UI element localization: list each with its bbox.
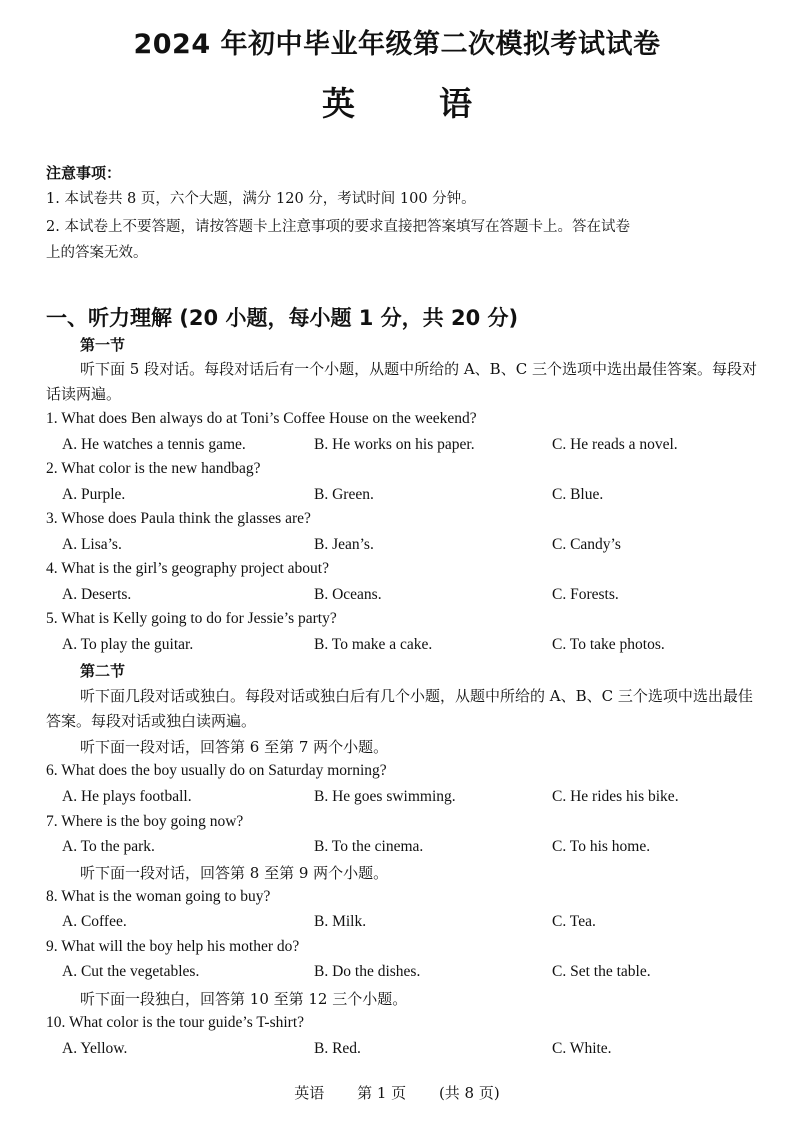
question-4: 4. What is the girl’s geography project about? — [46, 560, 329, 577]
notice-heading: 注意事项： — [46, 164, 122, 182]
subject-char-1: 英 — [322, 84, 355, 123]
option-b: B. Oceans. — [314, 586, 382, 603]
option-a: A. Coffee. — [62, 913, 127, 930]
page-footer — [0, 1082, 794, 1103]
option-c: C. Candy’s — [552, 536, 621, 553]
question-9: 9. What will the boy help his mother do? — [46, 938, 300, 955]
subject-title — [0, 78, 794, 125]
option-b: B. He works on his paper. — [314, 436, 475, 453]
part1-label: 第一节 — [80, 336, 126, 354]
option-b: B. He goes swimming. — [314, 788, 456, 805]
exam-title: 2024 年初中毕业年级第二次模拟考试试卷 — [133, 29, 661, 60]
question-7: 7. Where is the boy going now? — [46, 813, 244, 830]
notice-item-2-cont: 上的答案无效。 — [46, 245, 148, 261]
part2-label: 第二节 — [80, 662, 126, 680]
option-c: C. Set the table. — [552, 963, 651, 980]
option-c: C. White. — [552, 1040, 612, 1057]
option-c: C. He reads a novel. — [552, 436, 678, 453]
option-c: C. He rides his bike. — [552, 788, 679, 805]
footer-subject: 英语 — [294, 1084, 325, 1102]
option-b: B. Red. — [314, 1040, 361, 1057]
question-5: 5. What is Kelly going to do for Jessie’s party? — [46, 610, 337, 627]
part1-instructions: 听下面 5 段对话。每段对话后有一个小题，从题中所给的 A、B、C 三个选项中选出最佳答案。每段对话读两遍。 — [46, 360, 757, 403]
option-a: A. Yellow. — [62, 1040, 128, 1057]
question-2: 2. What color is the new handbag? — [46, 460, 261, 477]
option-b: B. Do the dishes. — [314, 963, 421, 980]
option-c: C. Tea. — [552, 913, 596, 930]
question-3: 3. Whose does Paula think the glasses are? — [46, 510, 311, 527]
option-a: A. To play the guitar. — [62, 636, 194, 653]
notice-item-1: 1. 本试卷共 8 页，六个大题，满分 120 分，考试时间 100 分钟。 — [46, 191, 476, 207]
sub-instructions-10-12: 听下面一段独白，回答第 10 至第 12 三个小题。 — [80, 990, 408, 1008]
question-8: 8. What is the woman going to buy? — [46, 888, 271, 905]
sub-instructions-6-7: 听下面一段对话，回答第 6 至第 7 两个小题。 — [80, 738, 389, 756]
section-heading: 一、听力理解 (20 小题，每小题 1 分，共 20 分) — [46, 306, 519, 330]
subject-char-2: 语 — [439, 84, 472, 123]
option-a: A. Lisa’s. — [62, 536, 122, 553]
option-a: A. He plays football. — [62, 788, 192, 805]
sub-instructions-8-9: 听下面一段对话，回答第 8 至第 9 两个小题。 — [80, 864, 389, 882]
footer-page-number: 第 1 页 — [357, 1084, 407, 1102]
option-a: A. Purple. — [62, 486, 126, 503]
question-10: 10. What color is the tour guide’s T-shirt? — [46, 1014, 305, 1031]
part2-instructions: 听下面几段对话或独白。每段对话或独白后有几个小题，从题中所给的 A、B、C 三个选项中选出最佳答案。每段对话或独白读两遍。 — [46, 687, 753, 730]
option-a: A. Cut the vegetables. — [62, 963, 200, 980]
question-6: 6. What does the boy usually do on Saturday morning? — [46, 762, 387, 779]
option-a: A. He watches a tennis game. — [62, 436, 246, 453]
option-b: B. To make a cake. — [314, 636, 433, 653]
option-c: C. Blue. — [552, 486, 604, 503]
option-c: C. To his home. — [552, 838, 651, 855]
footer-total-pages: (共 8 页) — [438, 1084, 500, 1102]
option-b: B. Jean’s. — [314, 536, 374, 553]
option-c: C. Forests. — [552, 586, 619, 603]
option-c: C. To take photos. — [552, 636, 665, 653]
option-b: B. Green. — [314, 486, 374, 503]
notice-item-2: 2. 本试卷上不要答题，请按答题卡上注意事项的要求直接把答案填写在答题卡上。答在试卷 — [46, 219, 630, 235]
option-a: A. Deserts. — [62, 586, 132, 603]
option-b: B. Milk. — [314, 913, 367, 930]
option-b: B. To the cinema. — [314, 838, 424, 855]
question-1: 1. What does Ben always do at Toni’s Coffee House on the weekend? — [46, 410, 477, 427]
option-a: A. To the park. — [62, 838, 155, 855]
